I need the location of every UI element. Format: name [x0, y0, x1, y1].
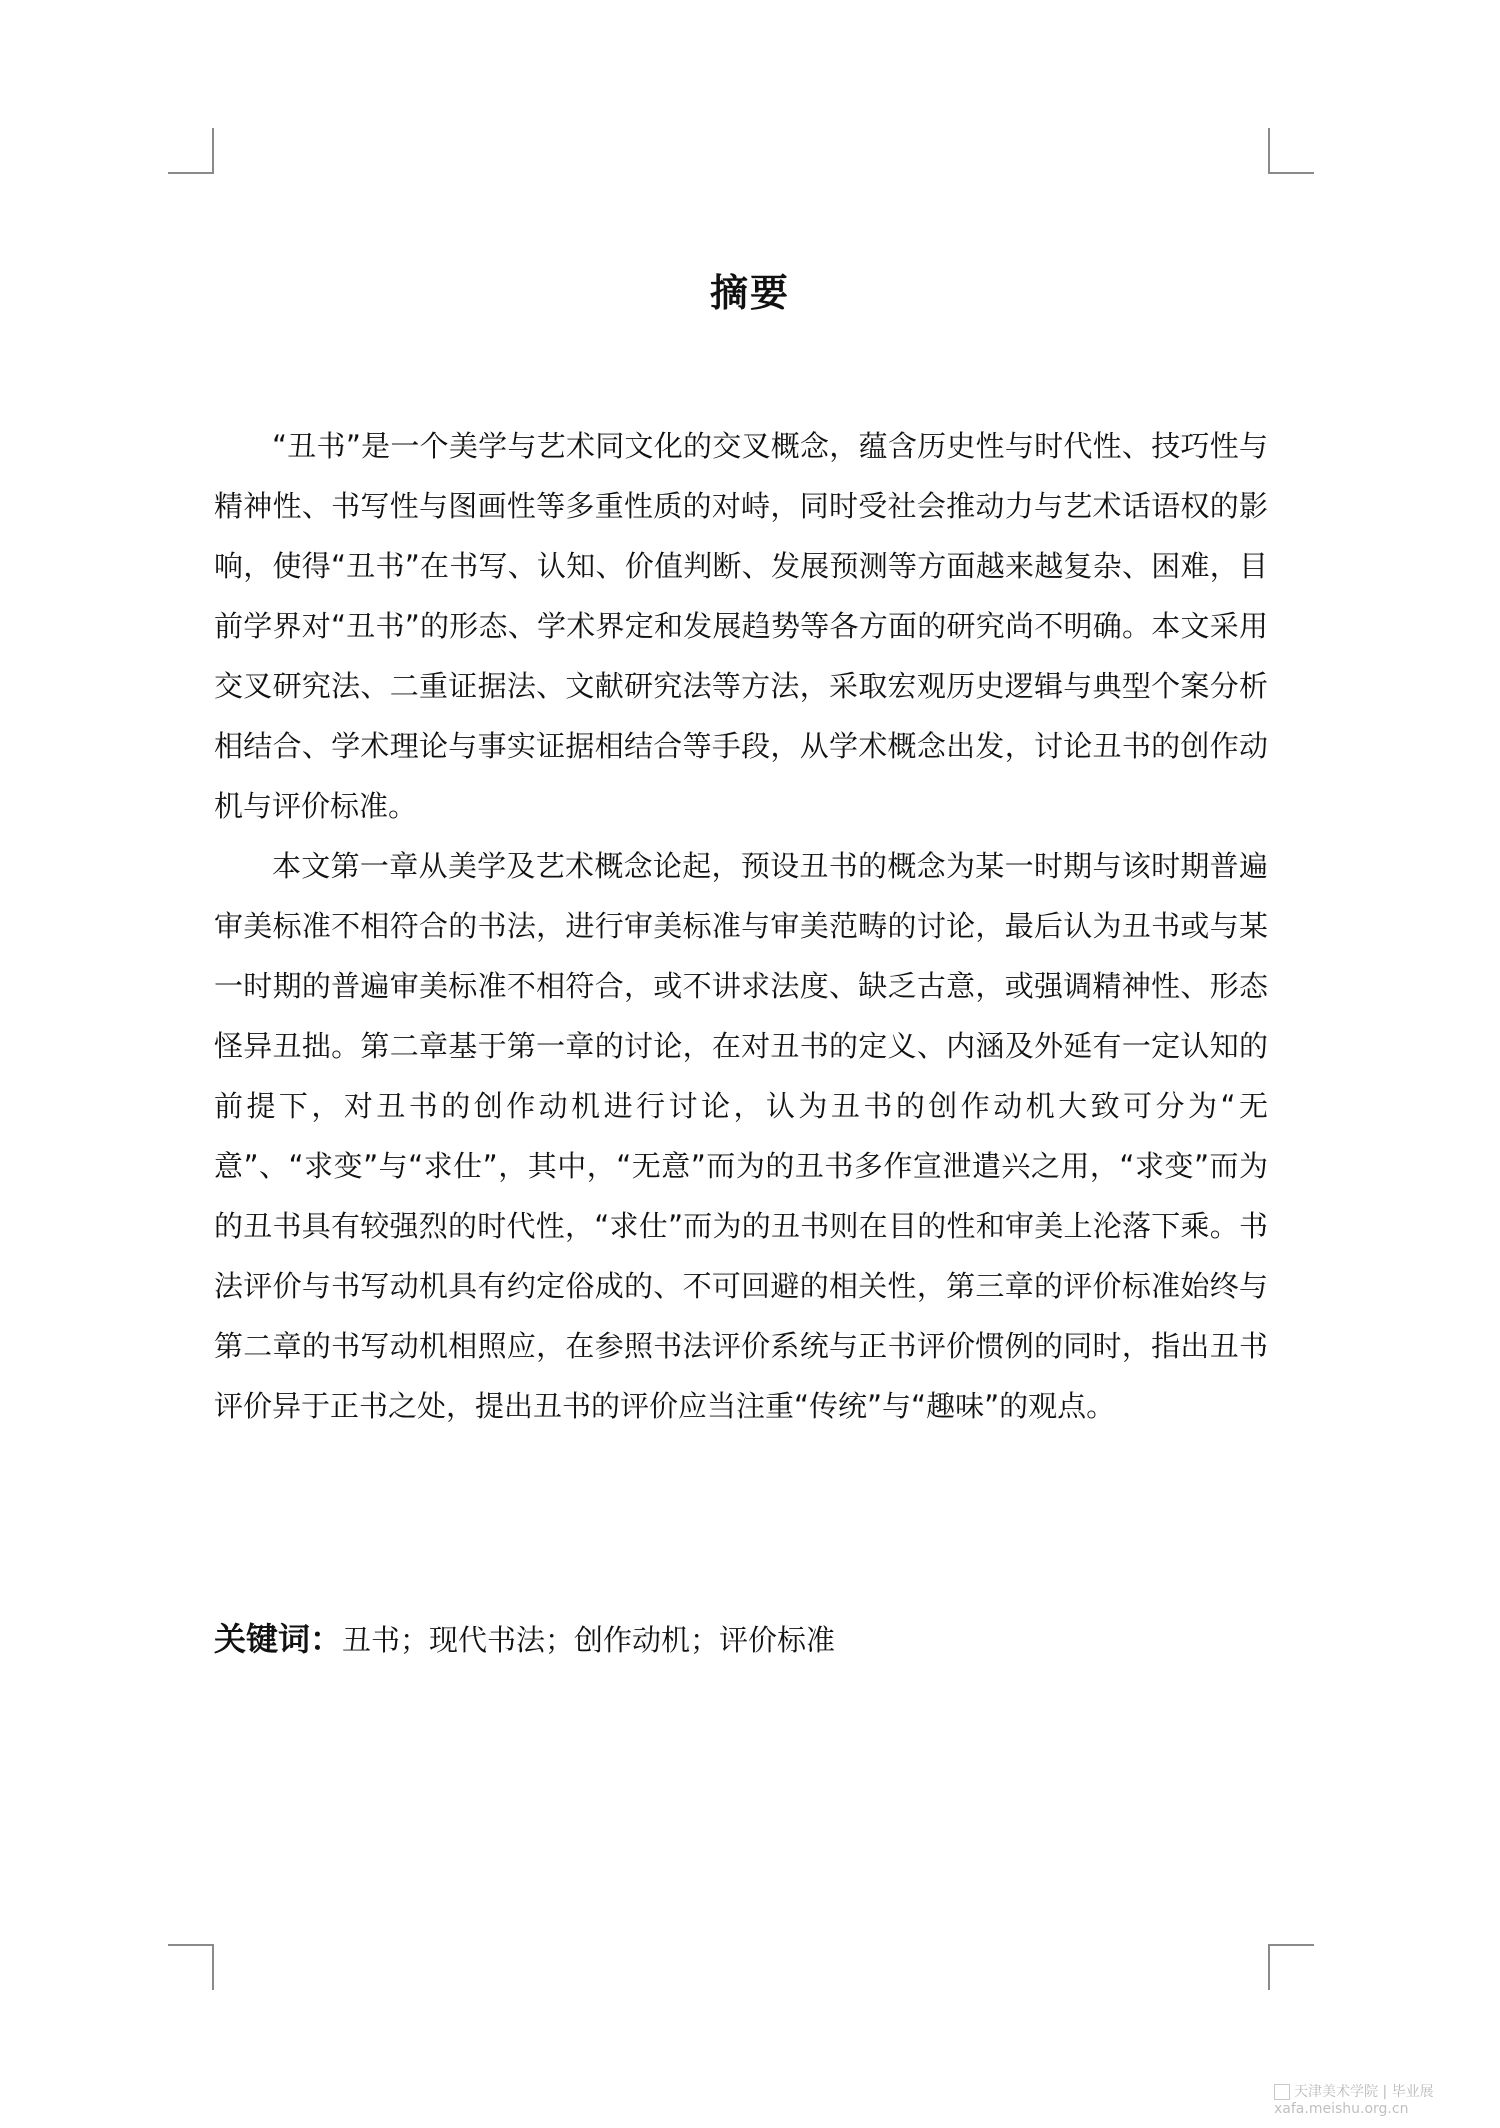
watermark-site-name: 天津美术学院 [1294, 2084, 1378, 2100]
watermark-logo-icon [1274, 2084, 1290, 2100]
crop-mark-top-right-vertical [1268, 128, 1270, 174]
watermark-archive-label: 毕业展 [1391, 2084, 1434, 2100]
crop-mark-top-left-vertical [212, 128, 214, 174]
abstract-body [214, 416, 1268, 1436]
abstract-paragraph-1: “丑书”是一个美学与艺术同文化的交叉概念，蕴含历史性与时代性、技巧性与精神性、书写性与图画性等多重性质的对峙，同时受社会推动力与艺术话语权的影响，使得“丑书”在书写、认知、价值判断、发展预测等方面越来越复杂、困难，目前学界对“丑书”的形态、学术界定和发展趋势等各方面的研究尚不明确。本文采用交叉研究法、二重证据法、文献研究法等方法，采取宏观历史逻辑与典型个案分析相结合、学术理论与事实证据相结合等手段，从学术概念出发，讨论丑书的创作动机与评价标准。 [214, 429, 1268, 823]
crop-mark-bottom-right-horizontal [1268, 1944, 1314, 1946]
keywords-value: 丑书；现代书法；创作动机；评价标准 [342, 1623, 836, 1657]
crop-mark-top-right-horizontal [1268, 172, 1314, 174]
abstract-paragraph-2: 本文第一章从美学及艺术概念论起，预设丑书的概念为某一时期与该时期普遍审美标准不相符合的书法，进行审美标准与审美范畴的讨论，最后认为丑书或与某一时期的普遍审美标准不相符合，或不讲求法度、缺乏古意，或强调精神性、形态怪异丑拙。第二章基于第一章的讨论，在对丑书的定义、内涵及外延有一定认知的前提下，对丑书的创作动机进行讨论，认为丑书的创作动机大致可分为“无意”、“求变”与“求仕”，其中，“无意”而为的丑书多作宣泄遣兴之用，“求变”而为的丑书具有较强烈的时代性，“求仕”而为的丑书则在目的性和审美上沦落下乘。书法评价与书写动机具有约定俗成的、不可回避的相关性，第三章的评价标准始终与第二章的书写动机相照应，在参照书法评价系统与正书评价惯例的同时，指出丑书评价异于正书之处，提出丑书的评价应当注重“传统”与“趣味”的观点。 [214, 849, 1268, 1423]
crop-mark-bottom-right-vertical [1268, 1944, 1270, 1990]
watermark-url: xafa.meishu.org.cn [1274, 2101, 1409, 2117]
crop-mark-top-left-horizontal [168, 172, 214, 174]
keywords-label: 关键词： [214, 1620, 343, 1658]
crop-mark-bottom-left-horizontal [168, 1944, 214, 1946]
abstract-title: 摘要 [709, 271, 790, 315]
watermark-header: 天津美术学院 | 毕业展 [1274, 2084, 1474, 2101]
keywords-line [214, 1614, 835, 1665]
watermark [1274, 2084, 1474, 2118]
crop-mark-bottom-left-vertical [212, 1944, 214, 1990]
